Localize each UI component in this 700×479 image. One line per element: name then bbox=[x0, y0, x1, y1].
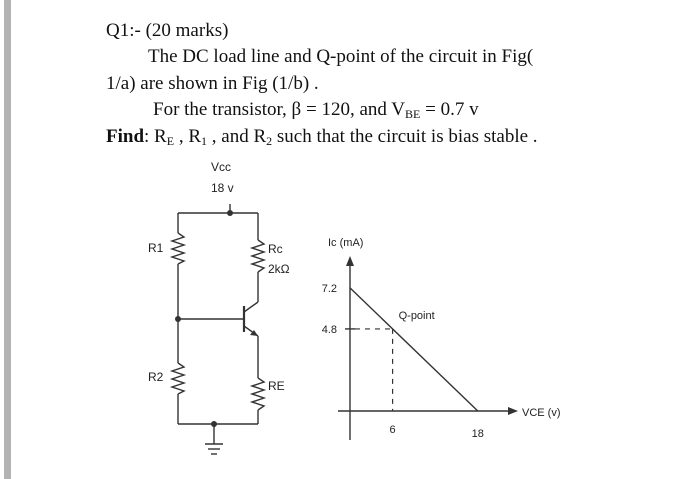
question-line-2: The DC load line and Q-point of the circuit in Fig( bbox=[148, 46, 534, 67]
vcc-label: Vcc bbox=[211, 160, 232, 174]
r1-resistor bbox=[172, 233, 184, 264]
y-tick-label-7-2: 7.2 bbox=[321, 282, 337, 295]
vbe-subscript: BE bbox=[405, 107, 421, 121]
find-colon: : R bbox=[144, 126, 167, 147]
dc-load-line bbox=[350, 288, 478, 411]
find-label: Find bbox=[106, 126, 145, 147]
r1-label: R1 bbox=[148, 241, 164, 255]
r2-resistor bbox=[172, 363, 184, 394]
rc-value: 2kΩ bbox=[268, 262, 290, 276]
params-prefix: For the transistor, β = 120, and V bbox=[153, 99, 406, 120]
x-axis-label: VCE (v) bbox=[522, 407, 561, 419]
params-suffix: = 0.7 v bbox=[420, 99, 479, 120]
find-sep-1: , R bbox=[174, 126, 202, 147]
x-tick-label-18: 18 bbox=[471, 428, 484, 440]
vcc-value: 18 v bbox=[211, 181, 234, 195]
find-suffix: such that the circuit is bias stable . bbox=[272, 126, 538, 147]
r1-subscript: 1 bbox=[201, 134, 208, 148]
r2-label: R2 bbox=[148, 370, 164, 384]
load-line-chart bbox=[322, 237, 561, 440]
circuit-diagram bbox=[172, 204, 264, 454]
re-label: RE bbox=[268, 379, 285, 393]
x-tick-label-6: 6 bbox=[389, 424, 396, 436]
q-point-label: Q-point bbox=[398, 309, 435, 322]
circuit-labels bbox=[148, 160, 290, 393]
question-header: Q1:- (20 marks) bbox=[106, 20, 229, 41]
x-axis-arrow-icon bbox=[508, 407, 518, 415]
re-resistor bbox=[252, 378, 264, 410]
r2-subscript: 2 bbox=[266, 134, 273, 148]
transistor-collector bbox=[244, 302, 258, 312]
rc-label: Rc bbox=[268, 242, 283, 256]
re-subscript: E bbox=[166, 134, 175, 148]
rc-resistor bbox=[252, 240, 264, 272]
y-axis-arrow-icon bbox=[346, 256, 354, 266]
question-line-3: 1/a) are shown in Fig (1/b) . bbox=[106, 73, 319, 94]
y-tick-label-4-8: 4.8 bbox=[321, 323, 337, 336]
find-sep-2: , and R bbox=[207, 126, 267, 147]
y-axis-label: Ic (mA) bbox=[328, 237, 364, 249]
